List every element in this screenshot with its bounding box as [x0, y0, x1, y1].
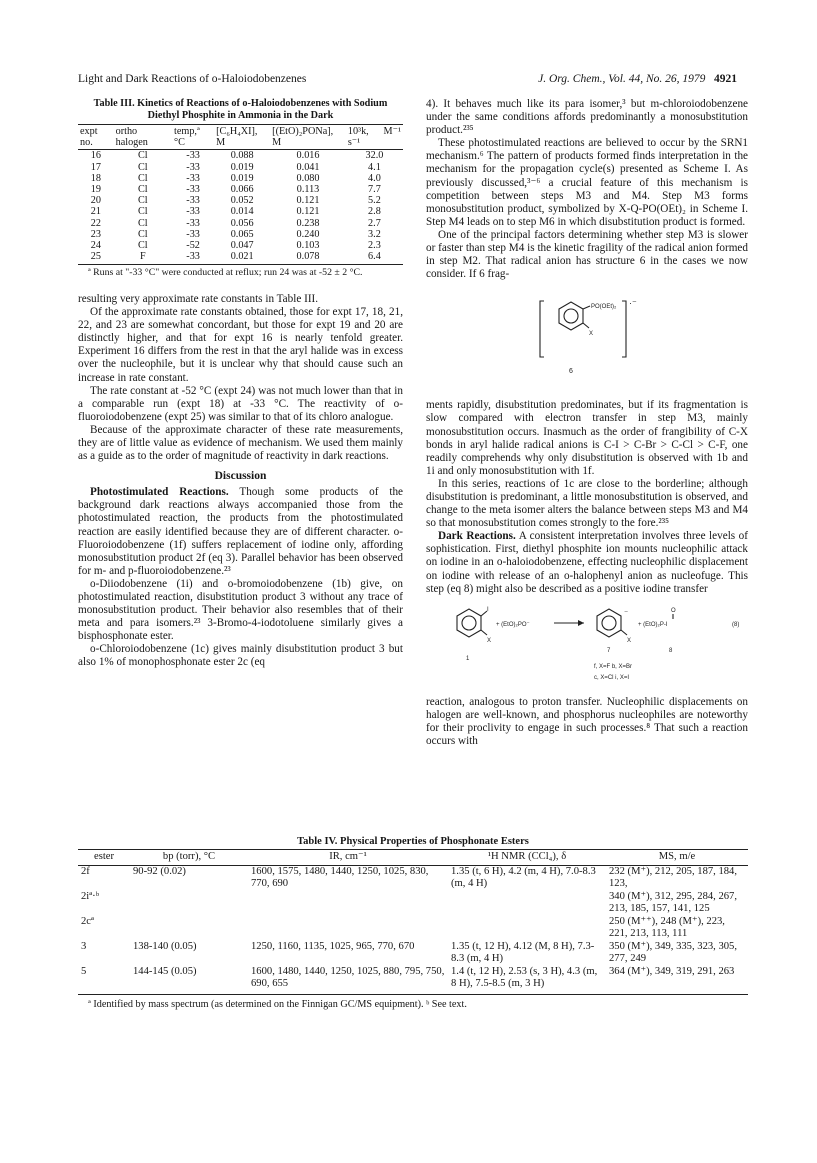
table-cell: -33: [186, 217, 200, 229]
atom-label: O: [671, 607, 676, 614]
reagent-label: + (EtO)₂PO⁻: [496, 621, 530, 628]
table-cell: 7.7: [368, 184, 381, 196]
table-cell: 24: [90, 240, 101, 252]
table4-body: [78, 865, 748, 994]
table-cell: 3.2: [368, 228, 381, 240]
table-cell: -33: [186, 184, 200, 196]
table-cell: -33: [186, 150, 200, 162]
table-cell: Cl: [138, 240, 148, 252]
halogen-label: X: [589, 331, 594, 338]
table4: [78, 849, 748, 995]
table-cell: 0.113: [296, 184, 320, 196]
table4-header: ester: [78, 850, 130, 866]
journal-citation: J. Org. Chem., Vol. 44, No. 26, 1979: [538, 73, 706, 85]
table-row: [78, 195, 403, 206]
table-cell: 4.1: [368, 161, 381, 173]
table-cell: F: [114, 251, 172, 265]
table-cell: 0.019: [230, 172, 254, 184]
table-cell: 5: [78, 966, 130, 995]
table-cell: 0.078: [270, 251, 346, 265]
table-cell: 2.8: [368, 206, 381, 218]
table3-header: 10³k, M⁻¹ s⁻¹: [347, 126, 401, 149]
table-cell: 250 (M⁺⁺), 248 (M⁺), 223, 221, 213, 113, 111: [609, 915, 725, 939]
table-cell: 6.4: [346, 251, 403, 265]
table-row: [78, 865, 748, 891]
table-cell: -33: [186, 161, 200, 173]
paragraph: In this series, reactions of 1c are close to the borderline; although disubstitution is predominant, a little monosubstitution is observed, and change to the meta isomer alters the balance between steps M3 and M4 so that monosubstitution comes strongly to the fore.²³⁵: [426, 477, 748, 530]
benzene-ring: [457, 609, 481, 637]
table-cell: 0.240: [296, 228, 320, 240]
paragraph: The rate constant at -52 °C (expt 24) was not much lower than that in a comparable run (expt 18) at -33 °C. The reactivity of o-fluoroiodobenzene (expt 25) was similar to that of its chloro analogue.: [78, 384, 403, 423]
paragraph-text: A consistent interpretation involves three levels of sophistication. First, diethyl phosphite ion mounts nucleophilic attack on iodine in an o-haloiodobenzene, effecting nucleophilic displacement on iodine with release of an o-halophenyl anion as nucleofuge. This step (eq 8) might also be described as a positive iodine transfer: [426, 530, 748, 595]
table-cell: 0.056: [230, 217, 254, 229]
table-cell: 2iª·ᵇ: [81, 890, 99, 902]
table-cell: 21: [90, 206, 101, 218]
table-cell: -33: [186, 228, 200, 240]
section-heading: Discussion: [214, 470, 267, 483]
table-row: [78, 941, 748, 966]
table-row: [78, 916, 748, 941]
table4-footnote: ª Identified by mass spectrum (as determined on the Finnigan GC/MS equipment). ᵇ See text.: [88, 998, 467, 1010]
structure-6-drawing: [426, 287, 748, 391]
table3-header: expt no.: [78, 125, 114, 150]
table-cell: 0.014: [230, 206, 254, 218]
table-cell: 1250, 1160, 1135, 1025, 965, 770, 670: [251, 940, 415, 952]
table-cell: -33: [186, 195, 200, 207]
table-cell: 0.121: [296, 206, 320, 218]
equation-8-figure: [426, 602, 748, 692]
table-cell: 350 (M⁺), 349, 335, 323, 305, 277, 249: [609, 940, 738, 964]
table-cell: [130, 891, 248, 916]
compound-number: 8: [669, 647, 673, 654]
bond: [583, 323, 589, 328]
paragraph: Of the approximate rate constants obtained, those for expt 17, 18, 21, 22, and 23 are somewhat concordant, but those for expt 19 and 20 are distinctly higher, and that for expt 16 is nearly tenfold greater. Experiment 16 differs from the rest in that the aryl halide was in excess over the nucleophile, but it is unclear why that should cause such an increase in rate constant.: [78, 306, 403, 384]
table-cell: 0.016: [296, 150, 320, 162]
table-cell: -52: [186, 240, 200, 252]
table3-caption: Table III. Kinetics of Reactions of o-Haloiodobenzenes with Sodium Diethyl Phosphite in Ammonia in the Dark: [93, 98, 388, 121]
compound-number: 1: [466, 655, 470, 662]
paragraph: ments rapidly, disubstitution predominates, but if its fragmentation is slow compared with electron transfer in step M3, mainly monosubstitution occurs. Inasmuch as the order of frangibility of C-X bonds in aryl halide radical anions is C-I > C-Br > C-Cl > C-F, one readily comprehends why only disubstitution is observed with 1b and 1i and only monosubstitution with 1f.: [426, 399, 748, 477]
table-cell: 0.066: [230, 184, 254, 196]
table-row: [78, 206, 403, 217]
table-cell: -33: [186, 172, 200, 184]
table-cell: Cl: [138, 217, 148, 229]
substituent-label: PO(OEt)₂: [591, 304, 617, 311]
aromatic-circle: [564, 309, 578, 323]
table3-header: temp,ª °C: [172, 125, 214, 150]
table3-header-row: [78, 125, 403, 150]
table-row: [78, 966, 748, 995]
table-cell: 0.238: [296, 217, 320, 229]
benzene-ring: [559, 302, 583, 330]
aromatic-circle: [462, 616, 476, 630]
compound-number: 6: [569, 368, 573, 376]
run-in-heading: Photostimulated Reactions.: [90, 486, 229, 499]
running-header-journal: [538, 73, 737, 85]
table-cell: 32.0: [365, 150, 384, 162]
anion-charge: ⁻: [624, 607, 629, 617]
table4-header: MS, m/e: [606, 850, 748, 866]
table-cell: 0.041: [296, 161, 320, 173]
table3-footnote: ª Runs at "-33 °C" were conducted at reflux; run 24 was at -52 ± 2 °C.: [88, 267, 363, 279]
arrowhead: [578, 620, 584, 626]
table-cell: [130, 916, 248, 941]
table-cell: 17: [90, 161, 101, 173]
table-row: [78, 229, 403, 240]
table-cell: 23: [90, 228, 101, 240]
table-cell: [248, 891, 448, 916]
table-cell: Cl: [138, 161, 148, 173]
radical-anion-mark: ·⁻: [629, 298, 637, 309]
aromatic-circle: [602, 616, 616, 630]
paragraph: 4). It behaves much like its para isomer,³ but m-chloroiodobenzene under the same conditions affords predominantly a monosubstitution product.²³⁵: [426, 98, 748, 137]
paragraph: [78, 486, 403, 578]
table-cell: 22: [90, 217, 101, 229]
table-cell: Cl: [138, 195, 148, 207]
compound-number: 7: [607, 647, 611, 654]
table-cell: 19: [90, 184, 101, 196]
table-cell: 2.7: [368, 217, 381, 229]
table-cell: 0.021: [214, 251, 270, 265]
paragraph: o-Diiodobenzene (1i) and o-bromoiodobenzene (1b) give, on photostimulated reaction, disubstitution product 3 without any trace of monosubstitution product. Their behavior also resembles that of their meta and para isomers.²³ 3-Bromo-4-iodotoluene similarly gives a bisphosphonate ester.: [78, 577, 403, 643]
table-cell: [448, 916, 606, 941]
table-cell: 2.3: [368, 240, 381, 252]
table-cell: 340 (M⁺), 312, 295, 284, 267, 213, 185, 157, 141, 125: [609, 890, 738, 914]
table-cell: 364 (M⁺), 349, 319, 291, 263: [606, 966, 748, 995]
table-cell: 25: [78, 251, 114, 265]
table4-header: IR, cm⁻¹: [248, 850, 448, 866]
table-cell: 2f: [81, 865, 90, 877]
table4-header: ¹H NMR (CCl₄), δ: [448, 850, 606, 866]
bond: [583, 306, 590, 309]
paragraph: resulting very approximate rate constants in Table III.: [78, 292, 319, 305]
table-cell: [248, 916, 448, 941]
table3: [78, 124, 403, 265]
bracket-left: [540, 301, 544, 357]
table-cell: Cl: [138, 172, 148, 184]
table-cell: 1.35 (t, 12 H), 4.12 (M, 8 H), 7.3-8.3 (m, 4 H): [451, 940, 595, 964]
table-cell: 232 (M⁺), 212, 205, 187, 184, 123,: [609, 865, 738, 889]
table-row: [78, 240, 403, 251]
table-cell: 1.4 (t, 12 H), 2.53 (s, 3 H), 4.3 (m, 8 H), 7.5-8.5 (m, 3 H): [448, 966, 606, 995]
table-row: [78, 150, 403, 162]
table-cell: 0.103: [296, 240, 320, 252]
paragraph: One of the principal factors determining whether step M3 is slower or faster than step M4 is the kinetic fragility of the radical anion formed in step M2. That radical anion has structure 6 in the cases we now consider. If 6 frag-: [426, 228, 748, 281]
table-cell: Cl: [138, 150, 148, 162]
table-row: [78, 162, 403, 173]
table-cell: 0.121: [296, 195, 320, 207]
table-row: [78, 184, 403, 195]
table-cell: 2cª: [81, 915, 94, 927]
table-cell: Cl: [138, 184, 148, 196]
bracket-right: [622, 301, 626, 357]
table-cell: 1600, 1575, 1480, 1440, 1250, 1025, 830, 770, 690: [251, 865, 429, 889]
table-cell: 0.065: [230, 228, 254, 240]
table-cell: 16: [90, 150, 101, 162]
table-row: [78, 173, 403, 184]
table-row: [78, 218, 403, 229]
equation-number: (8): [732, 621, 740, 628]
table-cell: Cl: [138, 206, 148, 218]
table4-caption: Table IV. Physical Properties of Phosphonate Esters: [297, 836, 529, 847]
structure-6-figure: [426, 287, 748, 391]
bond: [481, 630, 487, 635]
table-cell: [448, 891, 606, 916]
table3-header: [(EtO)₂PONa], M: [270, 125, 346, 150]
paragraph: reaction, analogous to proton transfer. Nucleophilic displacements on halogen are well-known, and phosphorus nucleophiles are noteworthy for their proclivity to engage in such processes.⁸ That such a reaction occurs with: [426, 695, 748, 747]
table-cell: 5.2: [368, 195, 381, 207]
table-cell: 0.052: [230, 195, 254, 207]
running-header-title: Light and Dark Reactions of o-Haloiodobenzenes: [78, 73, 307, 85]
table-cell: 1600, 1480, 1440, 1250, 1025, 880, 795, 750, 690, 655: [248, 966, 448, 995]
atom-label: X: [487, 637, 492, 644]
paragraph: [426, 530, 748, 595]
table-cell: -33: [172, 251, 214, 265]
table-cell: 3: [81, 940, 87, 952]
table3-header: ortho halogen: [114, 125, 172, 150]
substituent-key: c, X=Cl i, X=I: [594, 674, 630, 681]
substituent-key: f, X=F b, X=Br: [594, 663, 633, 670]
table-cell: 0.088: [230, 150, 254, 162]
atom-label: X: [627, 637, 632, 644]
product-label: + (EtO)₂P-I: [638, 621, 668, 628]
atom-label: I: [487, 606, 489, 613]
paragraph: o-Chloroiodobenzene (1c) gives mainly disubstitution product 3 but also 1% of monophosphonate ester 2c (eq: [78, 643, 403, 669]
table-cell: 144-145 (0.05): [130, 966, 248, 995]
table-cell: Cl: [138, 228, 148, 240]
table-cell: 4.0: [368, 172, 381, 184]
run-in-heading: Dark Reactions.: [438, 530, 516, 543]
equation-8-drawing: [426, 602, 748, 692]
table-cell: 0.019: [230, 161, 254, 173]
table4-header-row: [78, 850, 748, 866]
paragraph: Because of the approximate character of these rate measurements, they are of little value as evidence of mechanism. We used them mainly as a guide as to the order of magnitude of reactivity in dark reactions.: [78, 423, 403, 463]
table-cell: 0.047: [230, 240, 254, 252]
table-cell: 20: [90, 195, 101, 207]
left-column: [78, 98, 403, 670]
right-column: [426, 98, 748, 748]
table-cell: 18: [90, 172, 101, 184]
table-cell: -33: [186, 206, 200, 218]
page-number: 4921: [714, 73, 737, 85]
table-cell: 1.35 (t, 6 H), 4.2 (m, 4 H), 7.0-8.3 (m, 4 H): [451, 865, 596, 889]
table-cell: 138-140 (0.05): [133, 940, 197, 952]
table4-section: [78, 836, 748, 1010]
table-cell: 0.080: [296, 172, 320, 184]
table4-header: bp (torr), °C: [130, 850, 248, 866]
paragraph-text: Though some products of the background dark reactions always accompanied those from the photostimulated reaction, the products from the photostimulated reaction are easily identified because they are of different character. o-Fluoroiodobenzene (1f) suffers replacement of iodine only, affording monosubstitution product 2f (eq 3). Parallel behavior has been observed for m- and p-fluoroiodobenzene.²³: [78, 486, 404, 577]
table-row: [78, 891, 748, 916]
bond: [621, 630, 627, 635]
table3-body: [78, 150, 403, 265]
table-row: [78, 251, 403, 265]
table3-header: [C₆H₄XI], M: [214, 125, 270, 150]
paragraph: These photostimulated reactions are believed to occur by the SRN1 mechanism.⁶ The pattern of products formed finds interpretation in the mechanism for the propagation cycle(s) presented as Scheme I. As previously discussed,³⁻⁶ a crucial feature of this mechanism is competition between steps M3 and M4. Step M3 forms monosubstitution product, symbolized by X-Q-PO(OEt)₂ in Scheme I. Step M4 leads on to step M6 in which disubstitution product is formed.: [426, 137, 748, 228]
benzene-ring: [597, 609, 621, 637]
table-cell: 90-92 (0.02): [133, 865, 186, 877]
